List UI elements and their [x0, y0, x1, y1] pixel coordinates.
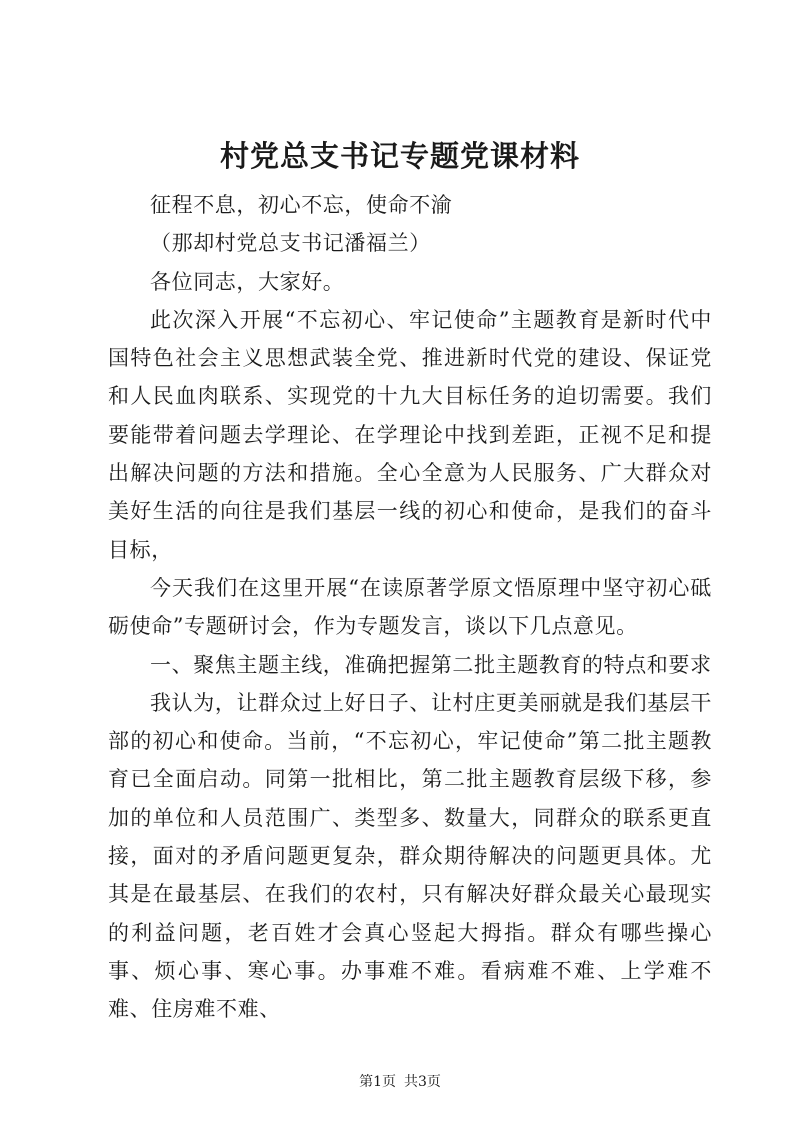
page-total: 共3页	[404, 1074, 441, 1090]
body-paragraph: 今天我们在这里开展“在读原著学原文悟原理中坚守初心砥砺使命”专题研讨会，作为专题发言，谈以下几点意见。	[108, 575, 712, 639]
document-body	[108, 186, 712, 1029]
body-paragraph: 我认为，让群众过上好日子、让村庄更美丽就是我们基层干部的初心和使命。当前，“不忘初心，牢记使命”第二批主题教育已全面启动。同第一批相比，第二批主题教育层级下移，参加的单位和人员范围广、类型多、数量大，同群众的联系更直接，面对的矛盾问题更复杂，群众期待解决的问题更具体。尤其是在最基层、在我们的农村，只有解决好群众最关心最现实的利益问题，老百姓才会真心竖起大拇指。群众有哪些操心事、烦心事、寒心事。办事难不难。看病难不难、上学难不难、住房难不难、	[108, 690, 712, 1022]
page-number: 第1页	[359, 1074, 396, 1090]
author-paragraph: （那却村党总支书记潘福兰）	[150, 231, 431, 256]
page-footer	[0, 1072, 800, 1092]
greeting-paragraph: 各位同志，大家好。	[150, 269, 345, 294]
body-paragraph: 此次深入开展“不忘初心、牢记使命”主题教育是新时代中国特色社会主义思想武装全党、推进新时代党的建设、保证党和人民血肉联系、实现党的十九大目标任务的迫切需要。我们要能带着问题去学理论、在学理论中找到差距，正视不足和提出解决问题的方法和措施。全心全意为人民服务、广大群众对美好生活的向往是我们基层一线的初心和使命，是我们的奋斗目标，	[108, 307, 712, 562]
subtitle-paragraph: 征程不息，初心不忘，使命不渝	[150, 193, 453, 217]
document-title: 村党总支书记专题党课材料	[219, 139, 580, 173]
section-heading: 一、聚焦主题主线，准确把握第二批主题教育的特点和要求	[150, 652, 712, 677]
